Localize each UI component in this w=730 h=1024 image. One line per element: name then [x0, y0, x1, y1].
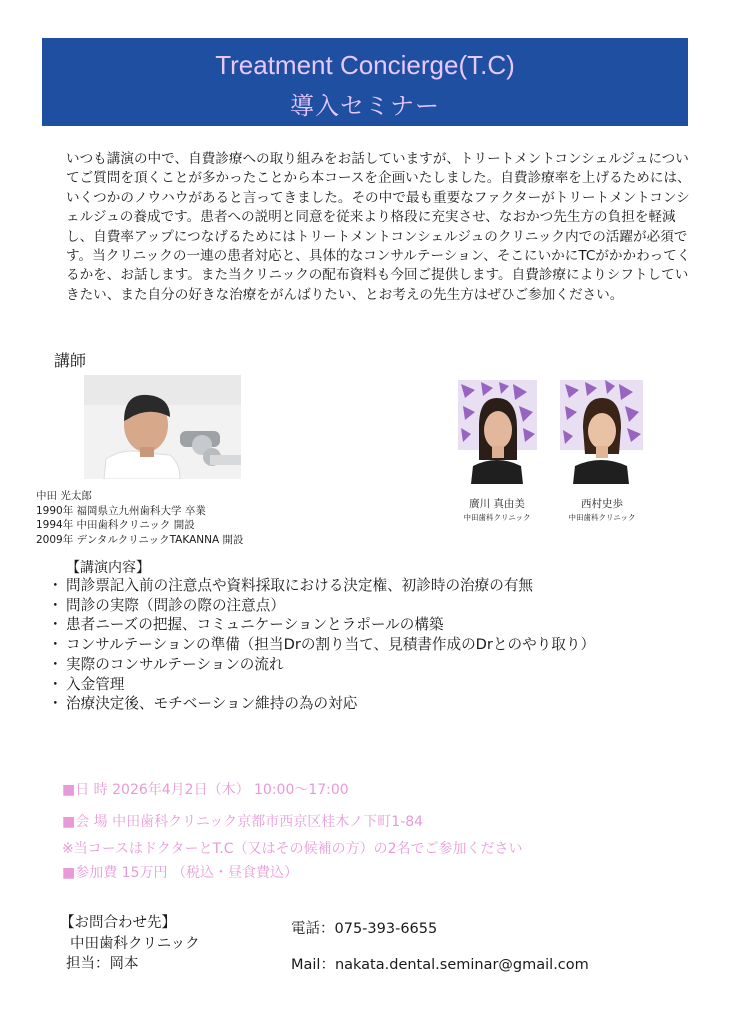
title-japanese: 導入セミナー	[290, 92, 440, 120]
title-banner	[42, 38, 688, 126]
content-item: ・ 治療決定後、モチベーション維持の為の対応	[50, 694, 650, 714]
contact-clinic: 中田歯科クリニック	[70, 935, 200, 952]
staff-affiliation-2: 中田歯科クリニック	[568, 513, 636, 522]
content-item: ・ 問診の実際（問診の際の注意点）	[50, 596, 650, 616]
instructor-photo	[84, 375, 241, 479]
staff-name-1: 廣川 真由美	[469, 498, 525, 510]
event-note: ※当コースはドクターとT.C（又はその候補の方）の2名でご参加ください	[62, 841, 523, 857]
career-item: 1994年 中田歯科クリニック 開設	[36, 519, 195, 531]
staff-photo-1	[453, 376, 542, 484]
instructor-name: 中田 光太郎	[36, 490, 92, 502]
event-fee: ■参加費 15万円 （税込・昼食費込）	[62, 865, 298, 881]
contact-heading: 【お問合わせ先】	[60, 915, 176, 931]
staff-affiliation-1: 中田歯科クリニック	[463, 513, 531, 522]
content-heading: 【講演内容】	[66, 560, 150, 576]
content-item: ・ コンサルテーションの準備（担当Drの割り当て、見積書作成のDrとのやり取り）	[50, 635, 650, 655]
content-item: ・ 問診票記入前の注意点や資料採取における決定権、初診時の治療の有無	[50, 576, 650, 596]
content-item: ・ 入金管理	[50, 675, 650, 695]
staff-name-2: 西村史歩	[581, 498, 623, 510]
contact-email[interactable]: Mail：nakata.dental.seminar@gmail.com	[291, 957, 589, 973]
career-item: 2009年 デンタルクリニックTAKANNA 開設	[36, 533, 244, 546]
contact-person: 担当：岡本	[66, 956, 139, 972]
career-item: 1990年 福岡県立九州歯科大学 卒業	[36, 504, 206, 517]
content-list	[50, 576, 650, 714]
content-item: ・ 実際のコンサルテーションの流れ	[50, 655, 650, 675]
contact-phone: 電話：075-393-6655	[291, 921, 438, 937]
instructor-bio	[36, 489, 243, 547]
title-english: Treatment Concierge(T.C)	[215, 50, 515, 80]
event-venue: ■会 場 中田歯科クリニック京都市西京区桂木ノ下町1-84	[62, 814, 424, 830]
staff-photo-2	[555, 376, 648, 484]
event-date: ■日 時 2026年4月2日（木） 10:00〜17:00	[62, 782, 349, 798]
instructor-heading: 講師	[54, 351, 87, 370]
contact-block	[60, 913, 200, 975]
intro-paragraph: いつも講演の中で、自費診療への取り組みをお話していますが、トリートメントコンシェルジュについてご質問を頂くことが多かったことから本コースを企画いたしました。自費診療率を上げるためには、いくつかのノウハウがあると言ってきました。その中で最も重要なファクターがトリートメントコンシェルジュの養成です。患者への説明と同意を従来より格段に充実させ、なおかつ先生方の負担を軽減し、自費率アップにつなげるためにはトリートメントコンシェルジュのクリニック内での活躍が必須です。当クリニックの一連の患者対応と、具体的なコンサルテーション、そこにいかにTCがかかわってくるかを、お話します。また当クリニックの配布資料も今回ご提供します。自費診療によりシフトしていきたい、また自分の好きな治療をがんばりたい、とお考えの先生方はぜひご参加ください。	[66, 151, 691, 303]
content-item: ・ 患者ニーズの把握、コミュニケーションとラポールの構築	[50, 615, 650, 635]
